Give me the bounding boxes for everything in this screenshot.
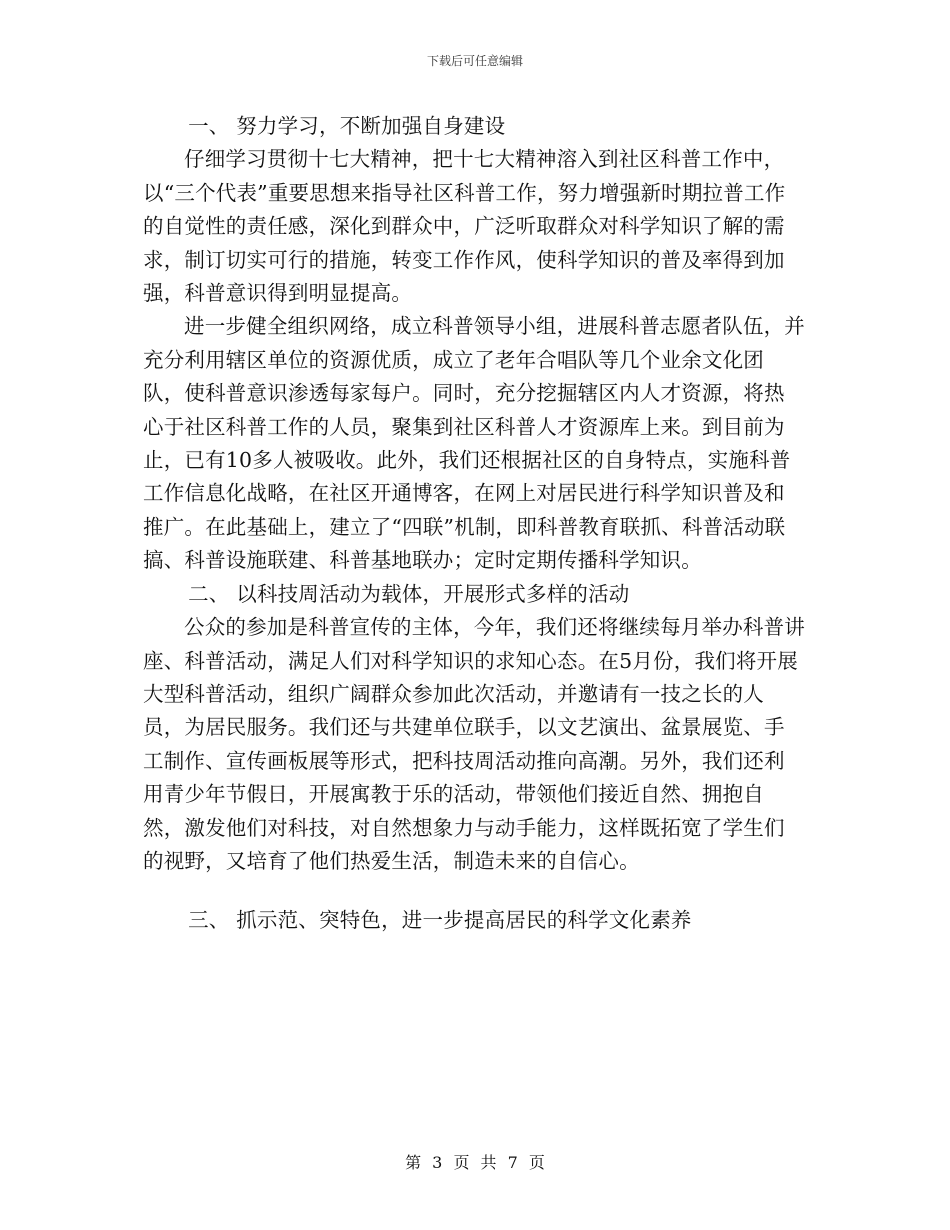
paragraph-spacer <box>143 878 805 904</box>
section-1-paragraph-1: 仔细学习贯彻十七大精神，把十七大精神溶入到社区科普工作中，以“三个代表”重要思想来指导社区科普工作，努力增强新时期拉普工作的自觉性的责任感，深化到群众中，广泛听取群众对科学知识了解的需求，制订切实可行的措施，转变工作作风，使科学知识的普及率得到加强，科普意识得到明显提高。 <box>143 147 786 306</box>
page-header-note: 下载后可任意编辑 <box>426 54 523 68</box>
section-2-paragraph-1: 公众的参加是科普宣传的主体，今年，我们还将继续每月举办科普讲座、科普活动，满足人们对科学知识的求知心态。在5月份，我们将开展大型科普活动，组织广阔群众参加此次活动，并邀请有一技之长的人员，为居民服务。我们还与共建单位联手，以文艺演出、盆景展览、手工制作、宣传画板展等形式，把科技周活动推向高潮。另外，我们还利用青少年节假日，开展寓教于乐的活动，带领他们接近自然、拥抱自然，激发他们对科技，对自然想象力与动手能力，这样既拓宽了学生们的视野，又培育了他们热爱生活，制造未来的自信心。 <box>143 615 805 873</box>
section-1-paragraph-2: 进一步健全组织网络，成立科普领导小组，进展科普志愿者队伍，并充分利用辖区单位的资源优质，成立了老年合唱队等几个业余文化团队，使科普意识渗透每家每户。同时，充分挖掘辖区内人才资源，将热心于社区科普工作的人员，聚集到社区科普人才资源库上来。到目前为止，已有10多人被吸收。此外，我们还根据社区的自身特点，实施科普工作信息化战略，在社区开通博客，在网上对居民进行科学知识普及和推广。在此基础上，建立了“四联”机制，即科普教育联抓、科普活动联搞、科普设施联建、科普基地联办；定时定期传播科学知识。 <box>143 314 805 573</box>
section-3-heading: 三、 抓示范、突特色，进一步提高居民的科学文化素养 <box>188 908 692 933</box>
section-1-heading: 一、 努力学习，不断加强自身建设 <box>188 114 506 138</box>
section-2-heading: 二、 以科技周活动为载体，开展形式多样的活动 <box>188 581 630 606</box>
document-body <box>143 110 805 938</box>
page-number-footer: 第 3 页 共 7 页 <box>405 1153 545 1172</box>
